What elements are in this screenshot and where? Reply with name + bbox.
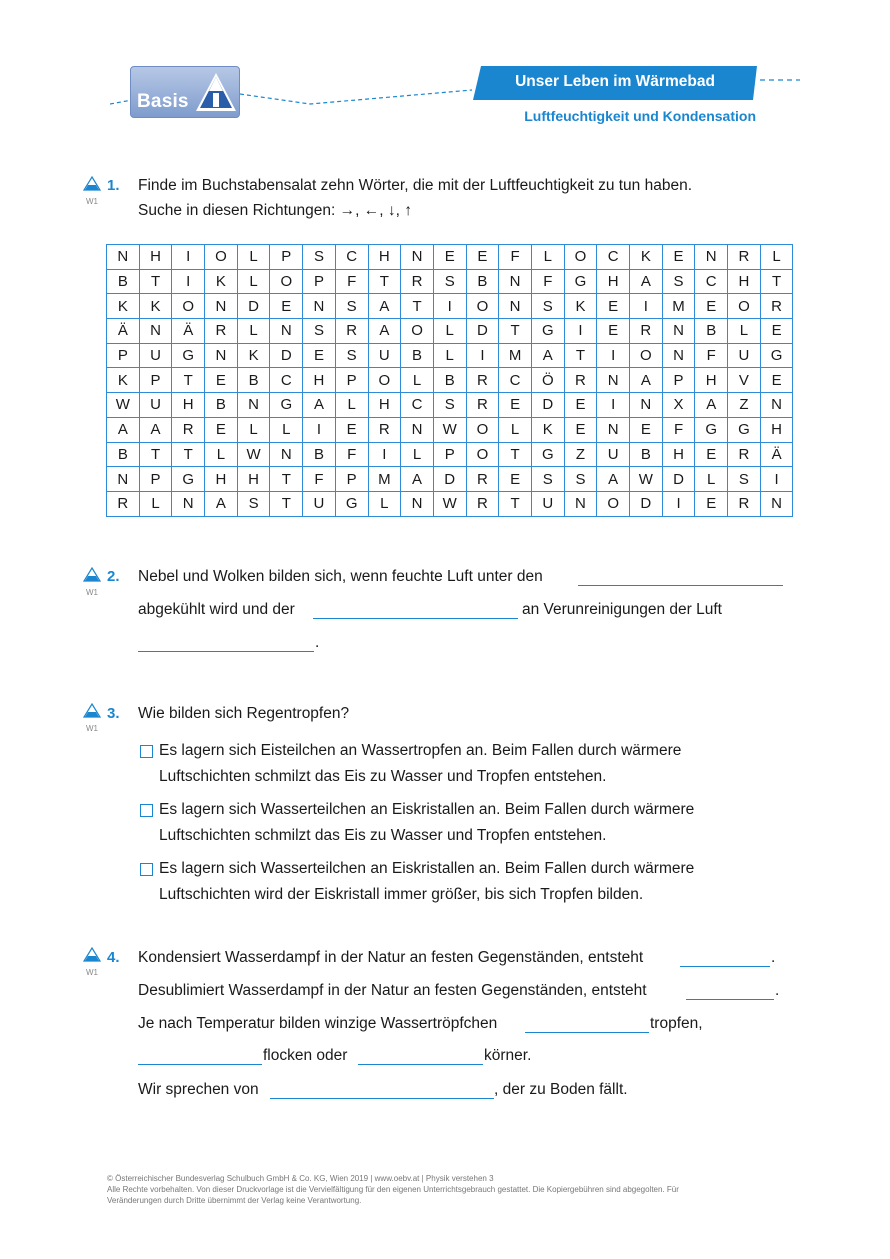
grid-cell[interactable]: N: [237, 393, 270, 418]
grid-cell[interactable]: N: [662, 319, 695, 344]
grid-cell[interactable]: G: [531, 319, 564, 344]
task4-text-line1: Kondensiert Wasserdampf in der Natur an festen Gegenständen, entsteht: [138, 949, 644, 966]
answer-blank[interactable]: [525, 1032, 649, 1033]
task3-question: Wie bilden sich Regentropfen?: [138, 705, 350, 722]
grid-cell[interactable]: R: [401, 269, 434, 294]
grid-cell[interactable]: P: [335, 467, 368, 492]
grid-cell[interactable]: B: [107, 269, 140, 294]
grid-cell[interactable]: T: [499, 319, 532, 344]
grid-cell[interactable]: S: [303, 245, 336, 270]
grid-cell[interactable]: B: [695, 319, 728, 344]
grid-cell[interactable]: A: [401, 467, 434, 492]
level-tag: W1: [86, 968, 98, 977]
grid-cell[interactable]: L: [531, 245, 564, 270]
grid-cell[interactable]: O: [630, 343, 663, 368]
grid-cell[interactable]: N: [205, 294, 238, 319]
grid-cell[interactable]: E: [466, 245, 499, 270]
grid-cell[interactable]: A: [531, 343, 564, 368]
grid-cell[interactable]: G: [760, 343, 793, 368]
grid-cell[interactable]: G: [172, 467, 205, 492]
task-number: 1.: [107, 177, 120, 194]
grid-cell[interactable]: E: [303, 343, 336, 368]
option-text: Luftschichten schmilzt das Eis zu Wasser und Tropfen entstehen.: [159, 768, 607, 785]
basis-logo-label: Basis: [137, 91, 189, 112]
grid-cell[interactable]: G: [695, 417, 728, 442]
grid-cell[interactable]: E: [564, 393, 597, 418]
grid-cell[interactable]: W: [107, 393, 140, 418]
grid-cell[interactable]: C: [270, 368, 303, 393]
grid-cell[interactable]: B: [466, 269, 499, 294]
grid-cell[interactable]: A: [368, 319, 401, 344]
grid-cell[interactable]: R: [172, 417, 205, 442]
grid-cell[interactable]: I: [303, 417, 336, 442]
grid-cell[interactable]: L: [237, 319, 270, 344]
grid-cell[interactable]: O: [270, 269, 303, 294]
grid-cell[interactable]: N: [401, 417, 434, 442]
grid-cell[interactable]: S: [531, 467, 564, 492]
option-text: Luftschichten wird der Eiskristall immer größer, bis sich Tropfen bilden.: [159, 886, 644, 903]
grid-cell[interactable]: C: [401, 393, 434, 418]
grid-cell[interactable]: R: [466, 393, 499, 418]
grid-cell[interactable]: O: [205, 245, 238, 270]
grid-cell[interactable]: Ä: [172, 319, 205, 344]
grid-row: [107, 269, 793, 294]
grid-cell[interactable]: E: [433, 245, 466, 270]
grid-cell[interactable]: D: [237, 294, 270, 319]
grid-cell[interactable]: G: [270, 393, 303, 418]
grid-cell[interactable]: T: [270, 467, 303, 492]
option-text: Es lagern sich Eisteilchen an Wassertropfen an. Beim Fallen durch wärmere: [159, 742, 682, 759]
grid-cell[interactable]: B: [433, 368, 466, 393]
grid-cell[interactable]: I: [368, 442, 401, 467]
grid-cell[interactable]: N: [597, 368, 630, 393]
grid-cell[interactable]: K: [107, 294, 140, 319]
grid-cell[interactable]: S: [303, 319, 336, 344]
grid-cell[interactable]: K: [139, 294, 172, 319]
grid-cell[interactable]: Z: [728, 393, 761, 418]
grid-cell[interactable]: E: [695, 442, 728, 467]
answer-blank[interactable]: [138, 651, 314, 652]
option-checkbox[interactable]: [140, 863, 153, 876]
grid-cell[interactable]: F: [662, 417, 695, 442]
grid-cell[interactable]: G: [172, 343, 205, 368]
grid-cell[interactable]: A: [630, 368, 663, 393]
grid-cell[interactable]: O: [466, 417, 499, 442]
grid-cell[interactable]: K: [564, 294, 597, 319]
grid-cell[interactable]: W: [433, 417, 466, 442]
grid-cell[interactable]: K: [630, 245, 663, 270]
grid-cell[interactable]: O: [368, 368, 401, 393]
grid-cell[interactable]: I: [564, 319, 597, 344]
footer-line: Alle Rechte vorbehalten. Von dieser Druckvorlage ist die Vervielfältigung für den eigenen Unterrichtsgebrauch gestattet. Die Kopiergebühren sind abgegolten. Für: [107, 1185, 679, 1194]
grid-cell[interactable]: L: [237, 245, 270, 270]
grid-cell[interactable]: H: [662, 442, 695, 467]
grid-cell[interactable]: E: [597, 294, 630, 319]
grid-cell[interactable]: T: [564, 343, 597, 368]
grid-cell[interactable]: N: [172, 491, 205, 516]
grid-cell[interactable]: T: [499, 442, 532, 467]
grid-row: [107, 467, 793, 492]
grid-cell[interactable]: G: [335, 491, 368, 516]
grid-cell[interactable]: B: [237, 368, 270, 393]
grid-cell[interactable]: L: [401, 442, 434, 467]
grid-cell[interactable]: E: [499, 467, 532, 492]
task4-text-line3a: Je nach Temperatur bilden winzige Wassertröpfchen: [138, 1015, 498, 1032]
grid-cell[interactable]: S: [728, 467, 761, 492]
task1-text-line2: Suche in diesen Richtungen: →, ←, ↓, ↑: [138, 202, 412, 219]
grid-cell[interactable]: N: [499, 294, 532, 319]
grid-cell[interactable]: T: [499, 491, 532, 516]
grid-cell[interactable]: I: [172, 245, 205, 270]
grid-cell[interactable]: K: [107, 368, 140, 393]
grid-cell[interactable]: R: [466, 368, 499, 393]
grid-cell[interactable]: O: [172, 294, 205, 319]
grid-cell[interactable]: D: [662, 467, 695, 492]
grid-cell[interactable]: R: [760, 294, 793, 319]
grid-cell[interactable]: E: [630, 417, 663, 442]
grid-cell[interactable]: B: [303, 442, 336, 467]
grid-cell[interactable]: A: [368, 294, 401, 319]
grid-row: [107, 442, 793, 467]
grid-cell[interactable]: N: [401, 491, 434, 516]
grid-cell[interactable]: O: [401, 319, 434, 344]
grid-cell[interactable]: H: [728, 269, 761, 294]
grid-cell[interactable]: L: [401, 368, 434, 393]
grid-cell[interactable]: E: [695, 491, 728, 516]
grid-cell[interactable]: A: [107, 417, 140, 442]
grid-cell[interactable]: N: [107, 245, 140, 270]
grid-cell[interactable]: R: [728, 491, 761, 516]
grid-cell[interactable]: C: [499, 368, 532, 393]
grid-cell[interactable]: L: [760, 245, 793, 270]
grid-cell[interactable]: E: [270, 294, 303, 319]
grid-cell[interactable]: N: [597, 417, 630, 442]
grid-cell[interactable]: T: [401, 294, 434, 319]
grid-cell[interactable]: U: [368, 343, 401, 368]
grid-cell[interactable]: R: [630, 319, 663, 344]
grid-cell[interactable]: H: [172, 393, 205, 418]
grid-cell[interactable]: I: [662, 491, 695, 516]
grid-cell[interactable]: E: [205, 368, 238, 393]
grid-cell[interactable]: U: [531, 491, 564, 516]
grid-cell[interactable]: B: [205, 393, 238, 418]
grid-cell[interactable]: N: [662, 343, 695, 368]
task4-period: .: [771, 949, 776, 966]
grid-cell[interactable]: L: [728, 319, 761, 344]
grid-cell[interactable]: H: [368, 393, 401, 418]
grid-cell[interactable]: K: [531, 417, 564, 442]
grid-cell[interactable]: L: [270, 417, 303, 442]
grid-cell[interactable]: M: [368, 467, 401, 492]
grid-cell[interactable]: Ä: [760, 442, 793, 467]
grid-row: [107, 417, 793, 442]
grid-cell[interactable]: H: [139, 245, 172, 270]
grid-cell[interactable]: U: [728, 343, 761, 368]
level-icon: [83, 176, 101, 191]
grid-cell[interactable]: N: [630, 393, 663, 418]
grid-cell[interactable]: N: [303, 294, 336, 319]
task-number: 2.: [107, 568, 120, 585]
grid-cell[interactable]: F: [531, 269, 564, 294]
grid-cell[interactable]: W: [630, 467, 663, 492]
grid-cell[interactable]: H: [237, 467, 270, 492]
grid-cell[interactable]: O: [466, 442, 499, 467]
grid-cell[interactable]: O: [597, 491, 630, 516]
grid-row: [107, 368, 793, 393]
grid-cell[interactable]: H: [368, 245, 401, 270]
grid-cell[interactable]: N: [107, 467, 140, 492]
grid-cell[interactable]: N: [564, 491, 597, 516]
level-tag: W1: [86, 724, 98, 733]
grid-cell[interactable]: E: [597, 319, 630, 344]
grid-cell[interactable]: B: [107, 442, 140, 467]
footer-line: © Österreichischer Bundesverlag Schulbuch GmbH & Co. KG, Wien 2019 | www.oebv.at | Physik verstehen 3: [107, 1174, 494, 1183]
task-number: 4.: [107, 949, 120, 966]
grid-cell[interactable]: Ö: [531, 368, 564, 393]
task2-text-line2b: an Verunreinigungen der Luft: [522, 601, 722, 618]
grid-row: [107, 343, 793, 368]
task4-text-line5b: , der zu Boden fällt.: [494, 1081, 628, 1098]
grid-cell[interactable]: O: [564, 245, 597, 270]
grid-cell[interactable]: G: [531, 442, 564, 467]
grid-cell[interactable]: S: [237, 491, 270, 516]
grid-cell[interactable]: D: [433, 467, 466, 492]
grid-cell[interactable]: A: [205, 491, 238, 516]
grid-cell[interactable]: R: [205, 319, 238, 344]
grid-cell[interactable]: P: [107, 343, 140, 368]
option-checkbox[interactable]: [140, 745, 153, 758]
grid-cell[interactable]: P: [433, 442, 466, 467]
grid-cell[interactable]: N: [760, 491, 793, 516]
grid-cell[interactable]: H: [205, 467, 238, 492]
grid-cell[interactable]: S: [335, 294, 368, 319]
grid-cell[interactable]: T: [139, 442, 172, 467]
grid-cell[interactable]: R: [368, 417, 401, 442]
grid-cell[interactable]: A: [597, 467, 630, 492]
grid-cell[interactable]: T: [368, 269, 401, 294]
grid-cell[interactable]: R: [466, 467, 499, 492]
grid-cell[interactable]: F: [335, 442, 368, 467]
task4-text-line5a: Wir sprechen von: [138, 1081, 259, 1098]
grid-cell[interactable]: I: [172, 269, 205, 294]
grid-cell[interactable]: E: [760, 319, 793, 344]
grid-cell[interactable]: N: [205, 343, 238, 368]
grid-cell[interactable]: S: [531, 294, 564, 319]
grid-cell[interactable]: S: [662, 269, 695, 294]
option-text: Luftschichten schmilzt das Eis zu Wasser und Tropfen entstehen.: [159, 827, 607, 844]
answer-blank[interactable]: [138, 1064, 262, 1065]
grid-cell[interactable]: U: [303, 491, 336, 516]
grid-cell[interactable]: D: [630, 491, 663, 516]
grid-cell[interactable]: K: [237, 343, 270, 368]
level-triangle-icon: [194, 71, 238, 113]
grid-cell[interactable]: I: [760, 467, 793, 492]
grid-cell[interactable]: N: [695, 245, 728, 270]
grid-cell[interactable]: R: [728, 245, 761, 270]
grid-cell[interactable]: T: [139, 269, 172, 294]
grid-cell[interactable]: B: [630, 442, 663, 467]
answer-blank[interactable]: [270, 1098, 494, 1099]
grid-cell[interactable]: T: [172, 368, 205, 393]
grid-cell[interactable]: T: [760, 269, 793, 294]
grid-cell[interactable]: C: [597, 245, 630, 270]
option-checkbox[interactable]: [140, 804, 153, 817]
grid-row: [107, 393, 793, 418]
option-text: Es lagern sich Wasserteilchen an Eiskristallen an. Beim Fallen durch wärmere: [159, 801, 695, 818]
task2-period: .: [315, 634, 320, 651]
answer-blank[interactable]: [578, 585, 783, 586]
answer-blank[interactable]: [313, 618, 518, 619]
grid-cell[interactable]: O: [728, 294, 761, 319]
grid-cell[interactable]: N: [139, 319, 172, 344]
grid-cell[interactable]: N: [760, 393, 793, 418]
grid-cell[interactable]: E: [760, 368, 793, 393]
grid-cell[interactable]: L: [237, 417, 270, 442]
level-tag: W1: [86, 588, 98, 597]
grid-cell[interactable]: I: [597, 343, 630, 368]
grid-cell[interactable]: B: [401, 343, 434, 368]
grid-cell[interactable]: R: [335, 319, 368, 344]
grid-cell[interactable]: P: [139, 467, 172, 492]
grid-cell[interactable]: C: [335, 245, 368, 270]
grid-cell[interactable]: L: [433, 343, 466, 368]
grid-cell[interactable]: E: [695, 294, 728, 319]
grid-cell[interactable]: P: [139, 368, 172, 393]
grid-cell[interactable]: P: [335, 368, 368, 393]
task4-text-line2: Desublimiert Wasserdampf in der Natur an festen Gegenständen, entsteht: [138, 982, 647, 999]
grid-cell[interactable]: D: [270, 343, 303, 368]
grid-cell[interactable]: A: [630, 269, 663, 294]
task2-text-line2a: abgekühlt wird und der: [138, 601, 295, 618]
grid-cell[interactable]: L: [335, 393, 368, 418]
grid-cell[interactable]: W: [237, 442, 270, 467]
grid-cell[interactable]: I: [466, 343, 499, 368]
grid-cell[interactable]: S: [564, 467, 597, 492]
grid-row: [107, 319, 793, 344]
task4-text-line4b: körner.: [484, 1047, 532, 1064]
grid-cell[interactable]: R: [466, 491, 499, 516]
grid-cell[interactable]: L: [205, 442, 238, 467]
grid-cell[interactable]: W: [433, 491, 466, 516]
grid-cell[interactable]: D: [531, 393, 564, 418]
chapter-title: Unser Leben im Wärmebad: [515, 73, 715, 90]
grid-cell[interactable]: U: [139, 343, 172, 368]
grid-cell[interactable]: L: [499, 417, 532, 442]
level-tag: W1: [86, 197, 98, 206]
answer-blank[interactable]: [358, 1064, 483, 1065]
grid-cell[interactable]: E: [335, 417, 368, 442]
grid-cell[interactable]: N: [270, 442, 303, 467]
grid-cell[interactable]: Ä: [107, 319, 140, 344]
grid-cell[interactable]: L: [237, 269, 270, 294]
grid-cell[interactable]: H: [695, 368, 728, 393]
grid-cell[interactable]: F: [335, 269, 368, 294]
grid-cell[interactable]: M: [499, 343, 532, 368]
level-icon: [83, 567, 101, 582]
grid-cell[interactable]: L: [368, 491, 401, 516]
grid-cell[interactable]: A: [303, 393, 336, 418]
grid-cell[interactable]: I: [597, 393, 630, 418]
answer-blank[interactable]: [686, 999, 774, 1000]
grid-cell[interactable]: E: [564, 417, 597, 442]
grid-cell[interactable]: K: [205, 269, 238, 294]
grid-cell[interactable]: L: [139, 491, 172, 516]
grid-cell[interactable]: I: [630, 294, 663, 319]
grid-cell[interactable]: R: [728, 442, 761, 467]
grid-cell[interactable]: N: [270, 319, 303, 344]
grid-cell[interactable]: N: [499, 269, 532, 294]
task1-text-line1: Finde im Buchstabensalat zehn Wörter, die mit der Luftfeuchtigkeit zu tun haben.: [138, 177, 693, 194]
level-icon: [83, 947, 101, 962]
task4-period: .: [775, 982, 780, 999]
grid-cell[interactable]: T: [270, 491, 303, 516]
footer-line: Veränderungen durch Dritte übernimmt der Verlag keine Verantwortung.: [107, 1196, 362, 1205]
grid-cell[interactable]: S: [433, 393, 466, 418]
task4-text-line4a: flocken oder: [263, 1047, 348, 1064]
footer: [107, 1173, 787, 1206]
grid-cell[interactable]: O: [466, 294, 499, 319]
grid-row: [107, 245, 793, 270]
grid-cell[interactable]: E: [205, 417, 238, 442]
task4-text-line3b: tropfen,: [650, 1015, 703, 1032]
grid-row: [107, 294, 793, 319]
answer-blank[interactable]: [680, 966, 770, 967]
task-number: 3.: [107, 705, 120, 722]
grid-cell[interactable]: P: [662, 368, 695, 393]
grid-cell[interactable]: I: [433, 294, 466, 319]
grid-cell[interactable]: A: [139, 417, 172, 442]
grid-cell[interactable]: H: [303, 368, 336, 393]
level-icon: [83, 703, 101, 718]
grid-cell[interactable]: U: [597, 442, 630, 467]
grid-cell[interactable]: E: [662, 245, 695, 270]
grid-cell[interactable]: C: [695, 269, 728, 294]
task2-text-line1: Nebel und Wolken bilden sich, wenn feuchte Luft unter den: [138, 568, 543, 585]
grid-row: [107, 491, 793, 516]
grid-cell[interactable]: L: [433, 319, 466, 344]
grid-cell[interactable]: D: [466, 319, 499, 344]
grid-cell[interactable]: F: [499, 245, 532, 270]
grid-cell[interactable]: L: [695, 467, 728, 492]
grid-cell[interactable]: H: [597, 269, 630, 294]
grid-cell[interactable]: H: [760, 417, 793, 442]
grid-cell[interactable]: N: [401, 245, 434, 270]
grid-cell[interactable]: R: [564, 368, 597, 393]
grid-cell[interactable]: E: [499, 393, 532, 418]
grid-cell[interactable]: G: [728, 417, 761, 442]
grid-cell[interactable]: Z: [564, 442, 597, 467]
chapter-subtitle: Luftfeuchtigkeit und Kondensation: [524, 108, 756, 124]
grid-cell[interactable]: V: [728, 368, 761, 393]
grid-cell[interactable]: A: [695, 393, 728, 418]
grid-cell[interactable]: R: [107, 491, 140, 516]
grid-cell[interactable]: G: [564, 269, 597, 294]
option-text: Es lagern sich Wasserteilchen an Eiskristallen an. Beim Fallen durch wärmere: [159, 860, 695, 877]
letter-grid: [106, 244, 793, 517]
grid-cell[interactable]: M: [662, 294, 695, 319]
grid-cell[interactable]: P: [303, 269, 336, 294]
grid-cell[interactable]: F: [303, 467, 336, 492]
grid-cell[interactable]: T: [172, 442, 205, 467]
grid-cell[interactable]: S: [335, 343, 368, 368]
grid-cell[interactable]: F: [695, 343, 728, 368]
grid-cell[interactable]: S: [433, 269, 466, 294]
grid-cell[interactable]: U: [139, 393, 172, 418]
grid-cell[interactable]: P: [270, 245, 303, 270]
grid-cell[interactable]: X: [662, 393, 695, 418]
